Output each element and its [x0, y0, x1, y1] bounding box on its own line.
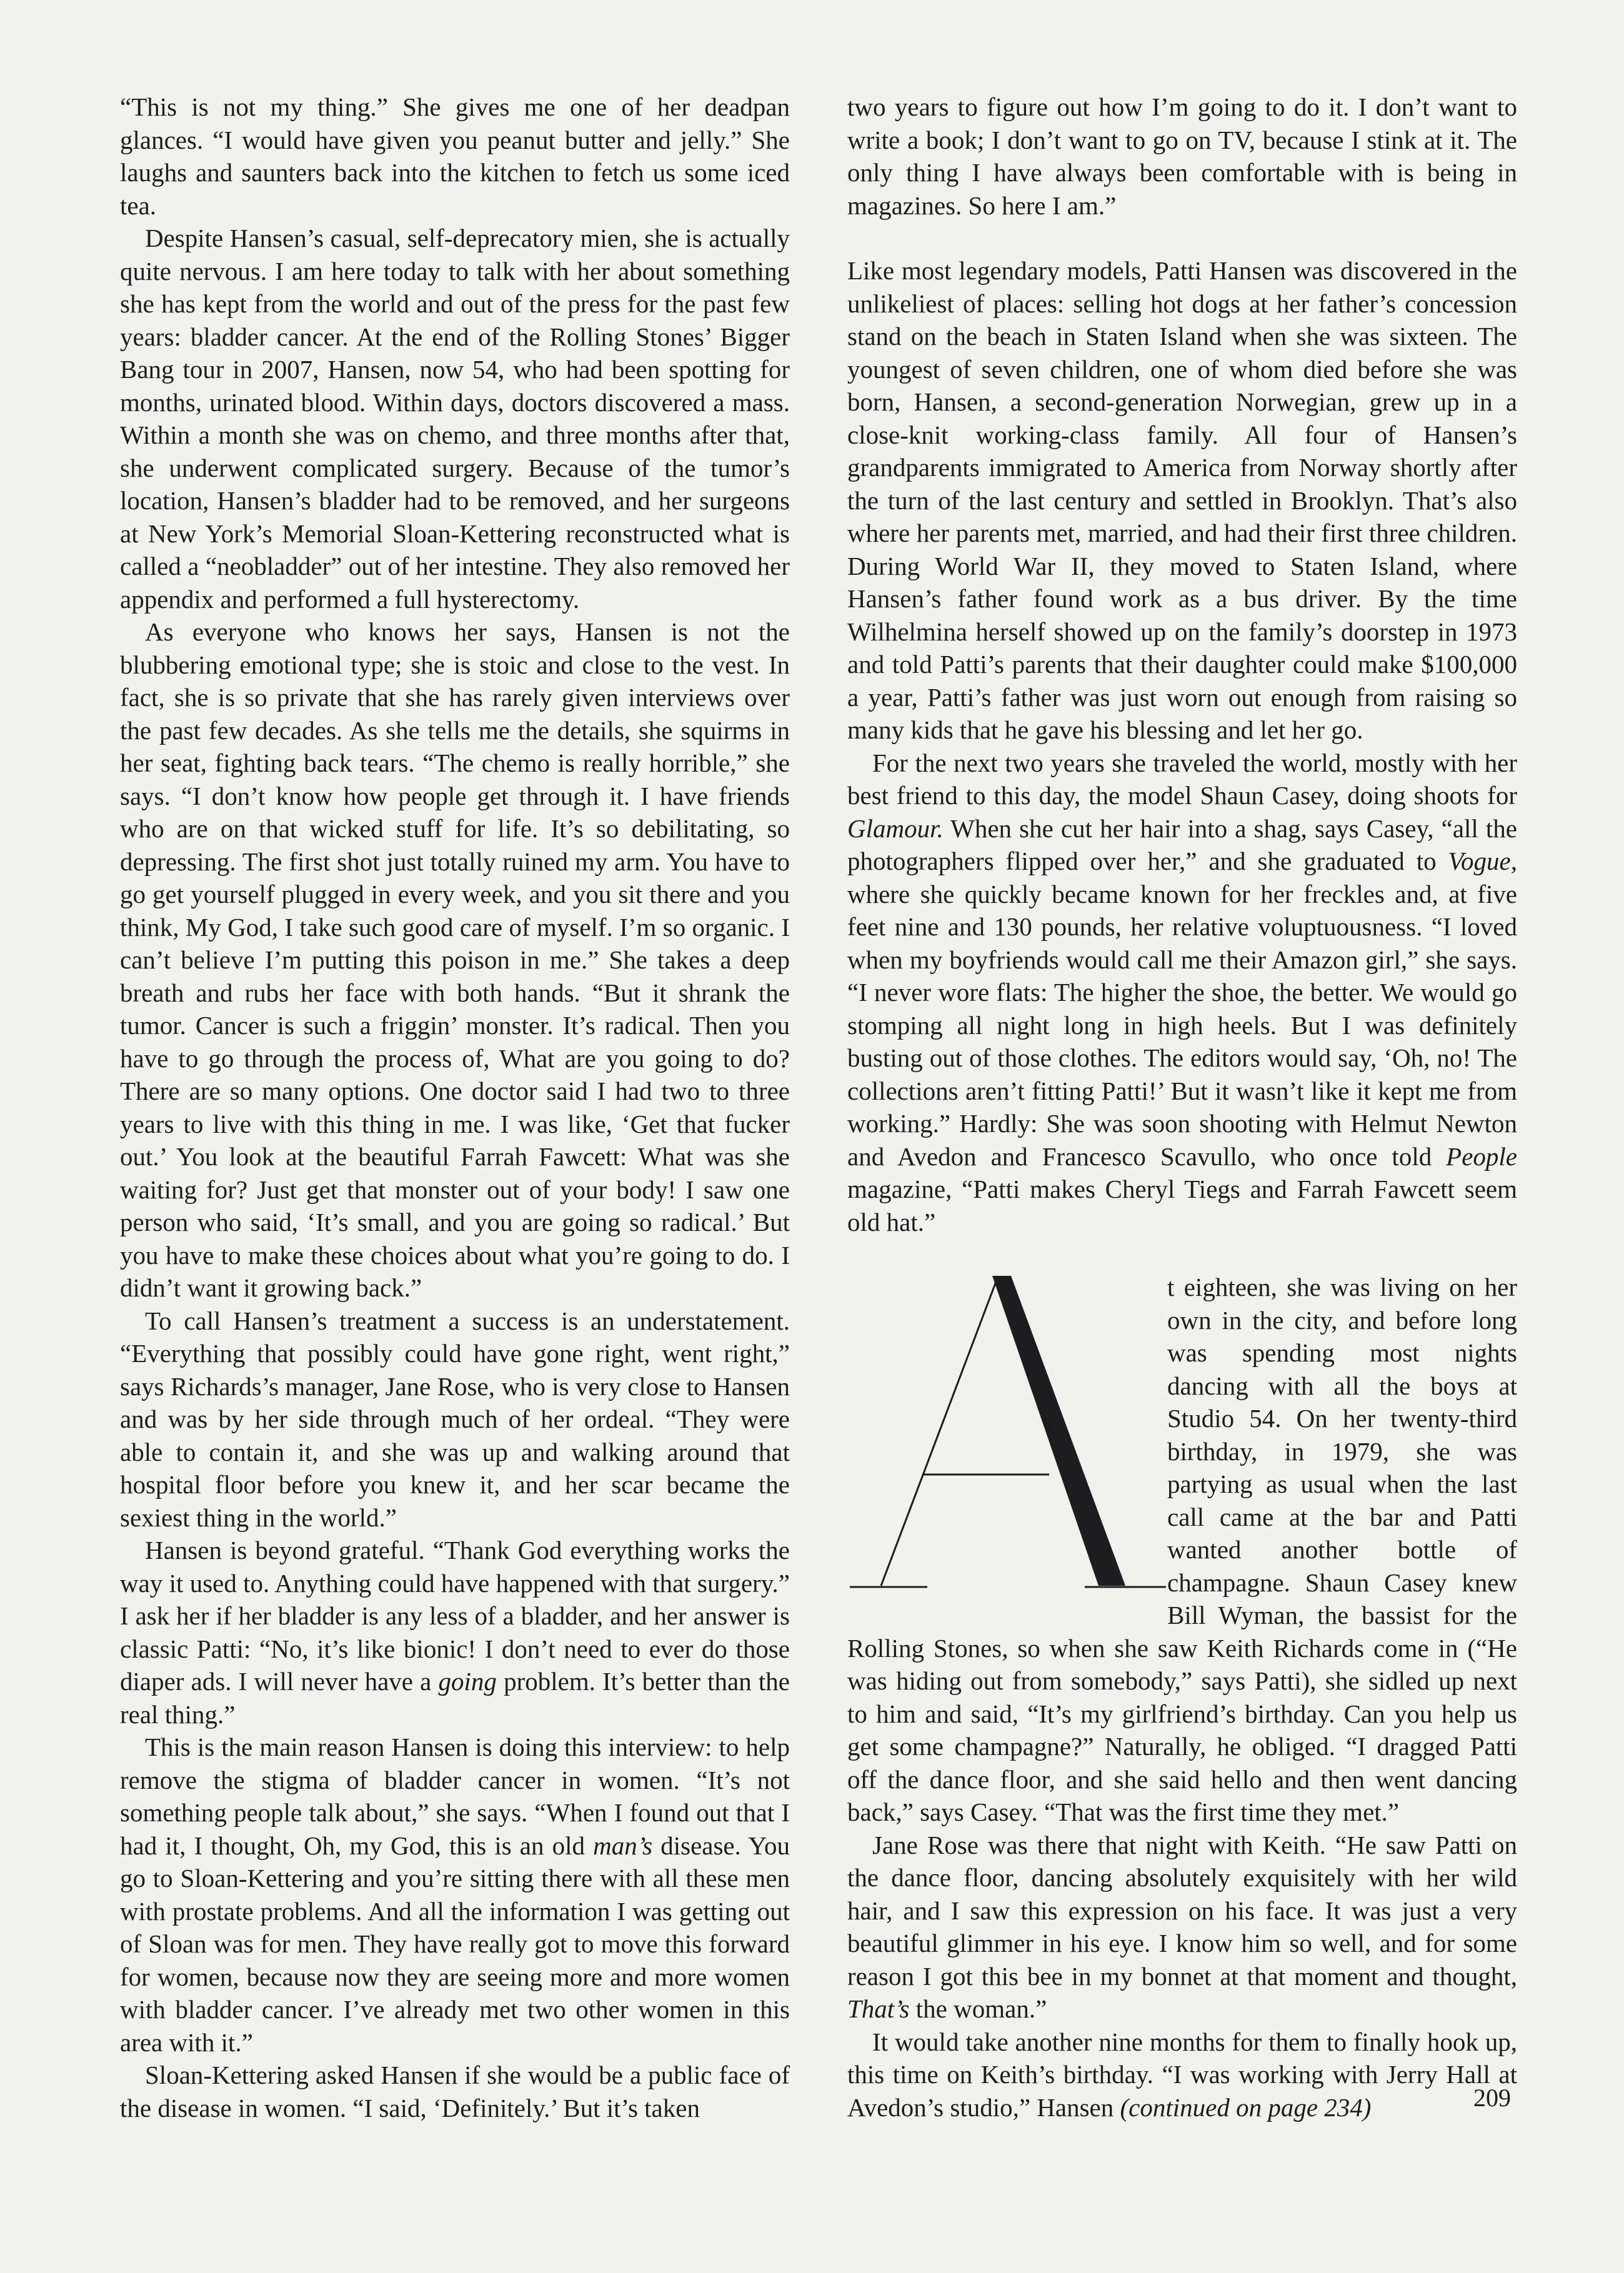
drop-cap [847, 1271, 1167, 1599]
paragraph: Despite Hansen’s casual, self-deprecatory mien, she is actually quite nervous. I am here today to talk with her about something she has kept from the world and out of the press for the past few years: bladder cancer. At the end of the Rolling Stones’ Bigger Bang tour in 2007, Hansen, now 54, who had been spotting for months, urinated blood. Within days, doctors discovered a mass. Within a month she was on chemo, and three months after that, she underwent complicated surgery. Because of the tumor’s location, Hansen’s bladder had to be removed, and her surgeons at New York’s Memorial Sloan-Kettering reconstructed what is called a “neobladder” out of her intestine. They also removed her appendix and performed a full hysterectomy. [120, 224, 790, 614]
magazine-name: Glamour. [847, 813, 944, 843]
text-run: magazine, “Patti makes Cheryl Tiegs and Farrah Fawcett seem old hat.” [847, 1175, 1517, 1236]
paragraph [847, 747, 1517, 1239]
paragraph [847, 1829, 1517, 2026]
italic-word: going [438, 1667, 497, 1696]
text-run: disease. You go to Sloan-Kettering and you’re sitting there with all these men with prostate problems. And all the information I was getting out of Sloan was for men. They have really got to move this forward for women, because now they are seeing more and more women with bladder cancer. I’ve already met two other women in this area with it.” [120, 1831, 790, 2057]
drop-cap-thick-stroke [992, 1276, 1125, 1586]
paragraph: To call Hansen’s treatment a success is an understatement. “Everything that possibly could have gone right, went right,” says Richards’s manager, Jane Rose, who is very close to Hansen and was by her side through much of her ordeal. “They were able to contain it, and she was up and walking around that hospital floor before you knew it, and her scar became the sexiest thing in the world.” [120, 1306, 790, 1532]
paragraph: “This is not my thing.” She gives me one of her deadpan glances. “I would have given you peanut butter and jelly.” She laughs and saunters back into the kitchen to fetch us some iced tea. [120, 92, 790, 220]
paragraph: Sloan-Kettering asked Hansen if she would be a public face of the disease in women. “I said, ‘Definitely.’ But it’s taken [120, 2061, 790, 2122]
text-run: This is the main reason Hansen is doing this interview: to help remove the stigma of bladder cancer in women. “It’s not something people talk about,” she says. “When I found out that I had it, I thought, Oh, my God, this is an old [120, 1733, 790, 1860]
continued-note: (continued on page 234) [1120, 2092, 1372, 2122]
paragraph: two years to figure out how I’m going to do it. I don’t want to write a book; I don’t want to go on TV, because I stink at it. The only thing I have always been comfortable with is being in magazines. So here I am.” [847, 92, 1517, 220]
magazine-name: Vogue, [1448, 847, 1517, 875]
paragraph: t eighteen, she was living on her own in the city, and before long was spending most nights dancing with all the boys at Studio 54. On her twenty-third birthday, in 1979, she was partying as usual when the last call came at the bar and Patti wanted another bottle of champagne. Shaun Casey knew Bill Wyman, the bassist for the Rolling Stones, so when she saw Keith Richards come in (“He was hiding out from somebody,” says Patti), she sidled up next to him and said, “It’s my girlfriend’s birthday. Can you help us get some champagne?” Naturally, he obliged. “I dragged Patti off the dance floor, and she said hello and then went dancing back,” says Casey. “That was the first time they met.” [847, 1273, 1517, 1826]
text-run: problem. It’s better than the real thing.” [120, 1667, 790, 1729]
drop-cap-thin-stroke [881, 1278, 997, 1586]
paragraph [120, 1534, 790, 1731]
page-number: 209 [1473, 2084, 1511, 2112]
paragraph [120, 1731, 790, 2059]
paragraph [847, 2026, 1517, 2124]
text-run: For the next two years she traveled the world, mostly with her best friend to this day, the model Shaun Casey, doing shoots for [847, 748, 1517, 810]
text-run: When she cut her hair into a shag, says Casey, “all the photographers flipped over her,” and she graduated to [847, 813, 1517, 875]
paragraph: As everyone who knows her says, Hansen is not the blubbering emotional type; she is stoic and close to the vest. In fact, she is so private that she has rarely given interviews over the past few decades. As she tells me the details, she squirms in her seat, fighting back tears. “The chemo is really horrible,” she says. “I don’t know how people get through it. I have friends who are on that wicked stuff for life. It’s so debilitating, so depressing. The first shot just totally ruined my arm. You have to go get yourself plugged in every week, and you sit there and you think, My God, I take such good care of myself. I’m so organic. I can’t believe I’m putting this poison in me.” She takes a deep breath and rubs her face with both hands. “But it shrank the tumor. Cancer is such a friggin’ monster. It’s radical. Then you have to go through the process of, What are you going to do? There are so many options. One doctor said I had two to three years to live with this thing in me. I was like, ‘Get that fucker out.’ You look at the beautiful Farrah Fawcett: What was she waiting for? Just get that monster out of your body! I saw one person who said, ‘It’s small, and you are going so radical.’ But you have to make these choices about what you’re going to do. I didn’t want it growing back.” [120, 617, 790, 1302]
text-run: the woman.” [909, 1994, 1047, 2023]
left-column [120, 91, 790, 2124]
text-run: It would take another nine months for them to finally hook up, this time on Keith’s birthday. “I was working with Jerry Hall at Avedon’s studio,” Hansen [847, 2027, 1517, 2122]
drop-cap-letter [847, 1271, 1167, 1599]
paragraph: Like most legendary models, Patti Hansen was discovered in the unlikeliest of places: selling hot dogs at her father’s concession stand on the beach in Staten Island when she was sixteen. The youngest of seven children, one of whom died before she was born, Hansen, a second-generation Norwegian, grew up in a close-knit working-class family. All four of Hansen’s grandparents immigrated to America from Norway shortly after the turn of the last century and settled in Brooklyn. That’s also where her parents met, married, and had their first three children. During World War II, they moved to Staten Island, where Hansen’s father found work as a bus driver. By the time Wilhelmina herself showed up on the family’s doorstep in 1973 and told Patti’s parents that their daughter could make $100,000 a year, Patti’s father was just worn out enough from raising so many kids that he gave his blessing and let her go. [847, 256, 1517, 744]
right-column [847, 91, 1517, 2124]
text-run: Jane Rose was there that night with Keith. “He saw Patti on the dance floor, dancing absolutely exquisitely with her wild hair, and I saw this expression on his face. It was just a very beautiful glimmer in his eye. I know him so well, and for some reason I got this bee in my bonnet at that moment and thought, [847, 1830, 1517, 1991]
text-run: Hansen is beyond grateful. “Thank God everything works the way it used to. Anything could have happened with that surgery.” I ask her if her bladder is any less of a bladder, and her answer is classic Patti: “No, it’s like bionic! I don’t need to ever do those diaper ads. I will never have a [120, 1536, 790, 1696]
italic-word: That’s [847, 1994, 910, 2023]
italic-word: man’s [593, 1831, 653, 1860]
section-opening [847, 1271, 1517, 1829]
text-run: where she quickly became known for her freckles and, at five feet nine and 130 pounds, her relative voluptuousness. “I loved when my boyfriends would call me their Amazon girl,” she says. “I never wore flats: The higher the shoe, the better. We would go stomping all night long in high heels. But I was definitely busting out of those clothes. The editors would say, ‘Oh, no! The collections aren’t fitting Patti!’ But it wasn’t like it kept me from working.” Hardly: She was soon shooting with Helmut Newton and Avedon and Francesco Scavullo, who once told [847, 879, 1517, 1171]
magazine-name: People [1446, 1141, 1517, 1171]
